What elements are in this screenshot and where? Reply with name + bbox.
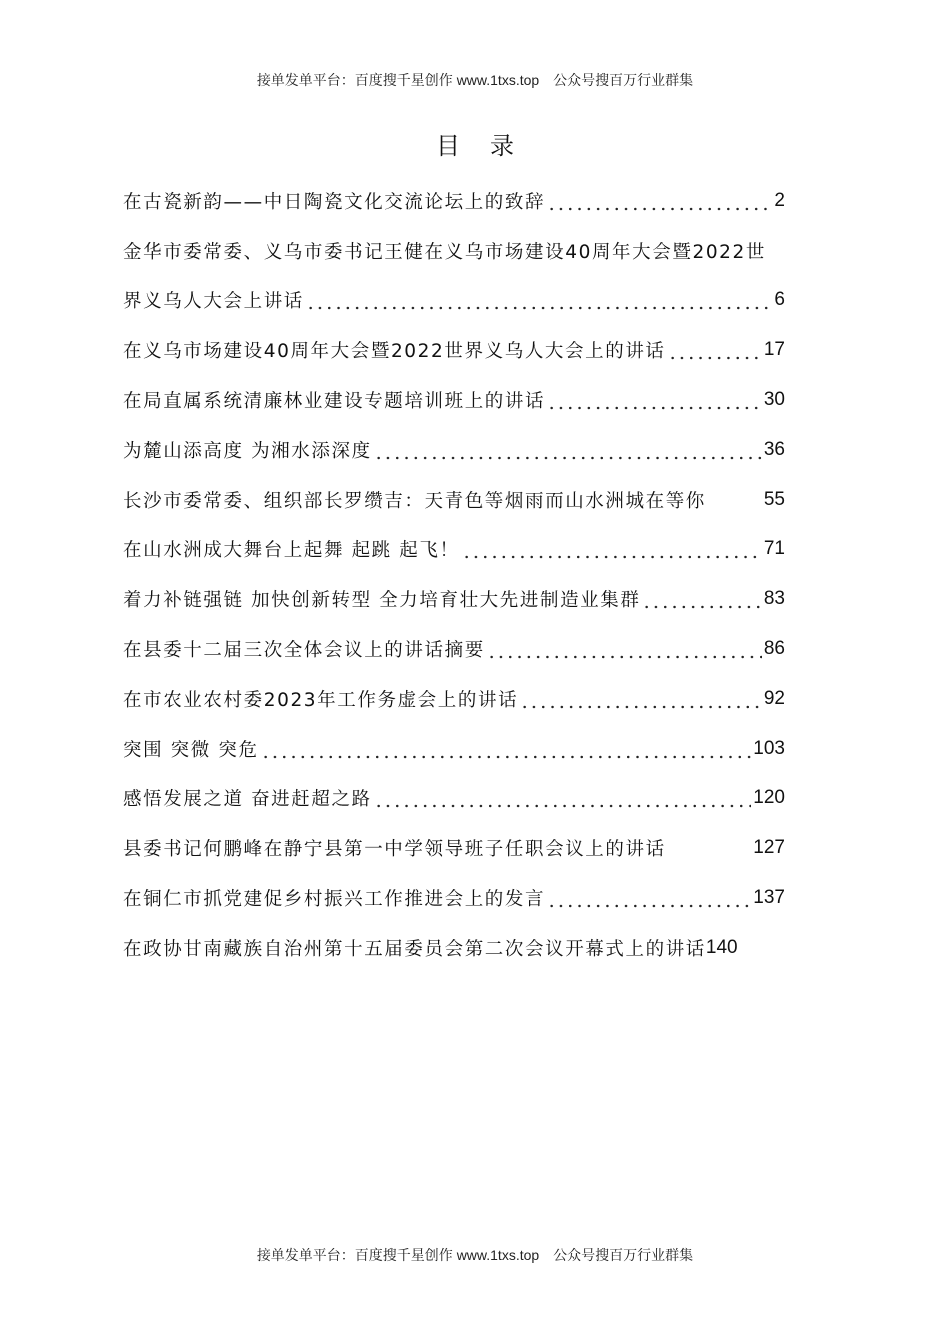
toc-entry-title: 长沙市委常委、组织部长罗缵吉：天青色等烟雨而山水洲城在等你 [123,490,706,512]
toc-entry[interactable] [123,674,785,724]
toc-entry-page: 127 [753,837,785,859]
toc-entry-title: 金华市委常委、义乌市委书记王健在义乌市场建设40周年大会暨2022世 [123,241,767,263]
dot-leader [547,390,762,410]
page-footer-watermark: 接单发单平台：百度搜千星创作 www.1txs.top 公众号搜百万行业群集 [256,1247,694,1263]
dot-leader [487,639,762,659]
toc-entry-page: 36 [763,438,785,460]
toc-entry[interactable] [123,425,785,475]
toc-entry-page: 86 [763,638,785,660]
toc-entry-page: 103 [753,737,785,759]
toc-entry-title: 在局直属系统清廉林业建设专题培训班上的讲话 [123,391,546,413]
toc-entry-title: 在县委十二届三次全体会议上的讲话摘要 [123,640,485,662]
toc-entry-page: 71 [763,538,785,560]
toc-entry[interactable] [123,475,785,525]
toc-entry[interactable] [123,226,835,276]
toc-entry-title: 在古瓷新韵——中日陶瓷文化交流论坛上的致辞 [123,191,546,213]
toc-entry[interactable] [123,823,785,873]
toc-entry[interactable] [123,774,785,824]
toc-entry-page: 137 [753,887,785,909]
toc-entry[interactable] [123,325,785,375]
dot-leader [547,888,751,908]
dot-leader [668,340,762,360]
dot-leader [547,191,772,211]
table-of-contents [123,176,785,973]
dot-leader [374,788,752,808]
toc-entry-title: 县委书记何鹏峰在静宁县第一中学领导班子任职会议上的讲话 [123,839,666,861]
toc-entry[interactable] [123,574,785,624]
toc-entry[interactable] [123,375,785,425]
dot-leader [306,290,773,310]
toc-entry-title-cont: 界义乌人大会上讲话 [123,291,304,313]
toc-title: 目录 [436,132,544,160]
toc-entry-title: 在山水洲成大舞台上起舞 起跳 起飞！ [123,540,460,562]
toc-entry-page: 92 [763,687,785,709]
dot-leader [520,689,762,709]
toc-entry-title: 为麓山添高度 为湘水添深度 [123,440,372,462]
toc-entry-title: 在市农业农村委2023年工作务虚会上的讲话 [123,689,519,711]
dot-leader [642,589,761,609]
toc-entry[interactable] [123,724,785,774]
toc-entry-title: 在义乌市场建设40周年大会暨2022世界义乌人大会上的讲话 [123,341,666,363]
toc-entry[interactable] [123,873,785,923]
toc-entry[interactable] [123,176,785,226]
toc-entry[interactable] [123,525,785,575]
toc-entry-title: 感悟发展之道 奋进赶超之路 [123,789,372,811]
toc-entry-continuation[interactable] [123,276,785,326]
toc-entry-title: 着力补链强链 加快创新转型 全力培育壮大先进制造业集群 [123,590,641,612]
toc-entry-page: 30 [763,389,785,411]
toc-entry-page: 55 [763,488,785,510]
toc-entry-page: 6 [774,289,785,311]
toc-entry-page: 120 [753,787,785,809]
toc-entry-title: 突围 突微 突危 [123,739,259,761]
dot-leader [261,739,752,759]
toc-entry-title: 在政协甘南藏族自治州第十五届委员会第二次会议开幕式上的讲话 [123,938,706,960]
toc-entry-title: 在铜仁市抓党建促乡村振兴工作推进会上的发言 [123,889,546,911]
toc-entry[interactable] [123,624,785,674]
dot-leader [374,440,762,460]
toc-entry-page: 83 [763,588,785,610]
toc-entry-page: 17 [763,339,785,361]
toc-entry-page: 140 [705,936,738,958]
dot-leader [462,539,762,559]
page-header-watermark: 接单发单平台：百度搜千星创作 www.1txs.top 公众号搜百万行业群集 [256,72,694,88]
toc-entry-page: 2 [774,189,785,211]
toc-entry[interactable] [123,923,835,973]
